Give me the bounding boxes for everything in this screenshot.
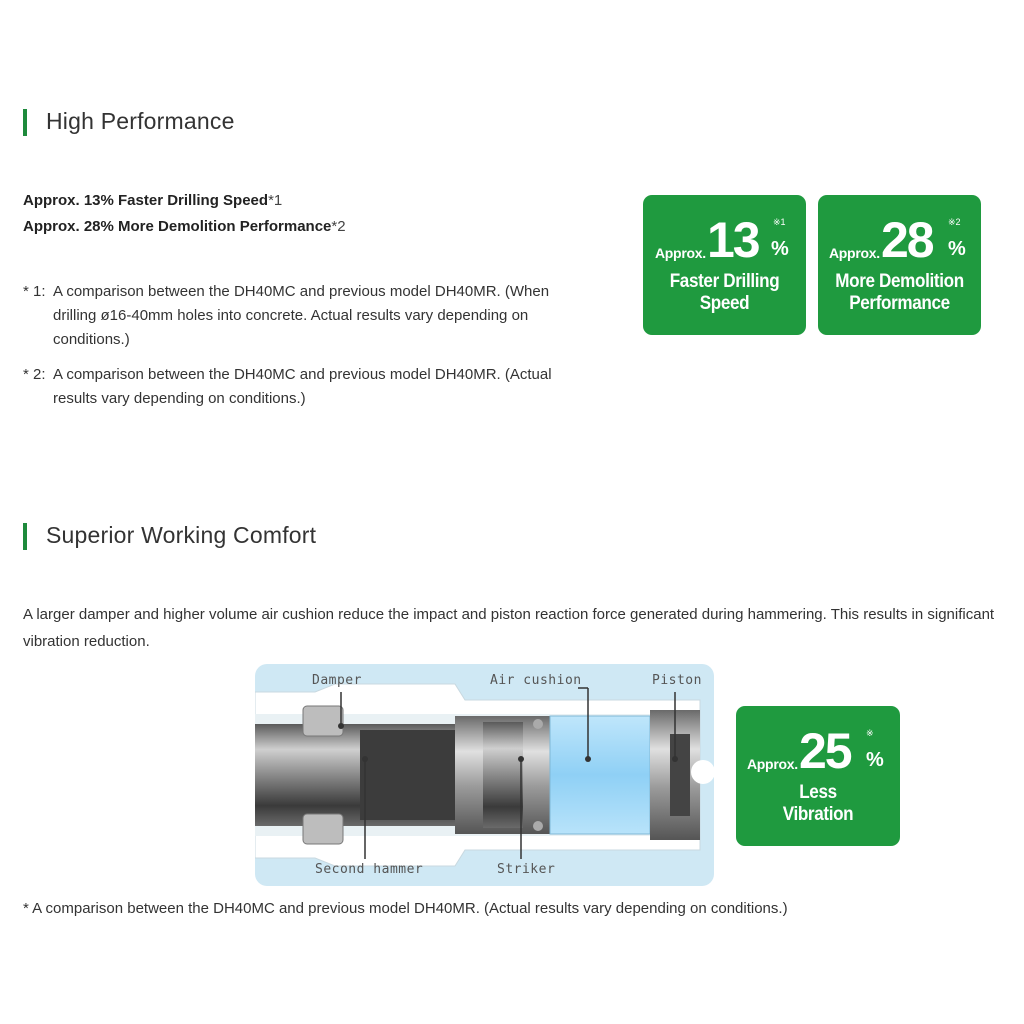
badge-caption-line-2: Performance	[849, 293, 950, 314]
badge-value: 28	[881, 212, 933, 268]
label-second-hammer: Second hammer	[315, 862, 424, 877]
performance-line-2	[23, 218, 346, 235]
comfort-footnote: * A comparison between the DH40MC and previous model DH40MR. (Actual results vary depending on conditions.)	[23, 900, 788, 917]
label-piston: Piston	[652, 673, 702, 688]
badge-ref: ※2	[948, 217, 961, 227]
badge-value: 25	[799, 723, 851, 779]
badge-caption-line-2: Vibration	[782, 804, 854, 825]
label-damper: Damper	[312, 673, 362, 688]
damper-cross-section-illustration	[255, 664, 714, 886]
footnote-1	[23, 280, 593, 352]
label-striker: Striker	[497, 862, 556, 877]
footnote-2-text: A comparison between the DH40MC and previous model DH40MR. (Actual results vary depending on conditions.)	[53, 366, 552, 407]
footnote-2	[23, 363, 593, 411]
footnote-2-mark: * 2:	[23, 366, 46, 383]
footnote-1-mark: * 1:	[23, 283, 46, 300]
section-accent-bar	[23, 523, 27, 550]
badge-caption-line-1: Less	[799, 782, 837, 803]
section-title-comfort: Superior Working Comfort	[46, 522, 317, 548]
badge-caption-line-1: Faster Drilling	[669, 271, 780, 292]
performance-line-2-ref: *2	[331, 218, 346, 235]
badge-value: 13	[707, 212, 759, 268]
badge-caption-line-1: More Demolition	[835, 271, 964, 292]
performance-line-1-ref: *1	[268, 192, 283, 209]
footnote-1-text: A comparison between the DH40MC and previous model DH40MR. (When drilling ø16-40mm holes into concrete. Actual results vary depending on conditions.)	[53, 283, 550, 348]
badge-approx-label: Approx.	[829, 245, 880, 261]
badge-unit: %	[866, 749, 884, 771]
badge-approx-label: Approx.	[747, 756, 798, 772]
badge-ref: ※1	[773, 217, 786, 227]
badge-less-vibration	[736, 706, 900, 846]
damper-cross-section-diagram	[255, 664, 714, 886]
performance-line-1	[23, 192, 282, 209]
badge-demolition-performance	[818, 195, 981, 335]
badge-drilling-speed	[643, 195, 806, 335]
section-title-high-performance: High Performance	[46, 108, 235, 134]
performance-line-2-text: Approx. 28% More Demolition Performance	[23, 218, 332, 235]
label-air-cushion: Air cushion	[490, 673, 582, 688]
badge-ref: ※	[866, 728, 874, 738]
comfort-description: A larger damper and higher volume air cushion reduce the impact and piston reaction force generated during hammering. This results in significant vibration reduction.	[23, 606, 995, 650]
badge-unit: %	[771, 238, 789, 260]
performance-line-1-text: Approx. 13% Faster Drilling Speed	[23, 192, 269, 209]
section-accent-bar	[23, 109, 27, 136]
badge-caption-line-2: Speed	[699, 293, 750, 314]
badge-approx-label: Approx.	[655, 245, 706, 261]
badge-unit: %	[948, 238, 966, 260]
